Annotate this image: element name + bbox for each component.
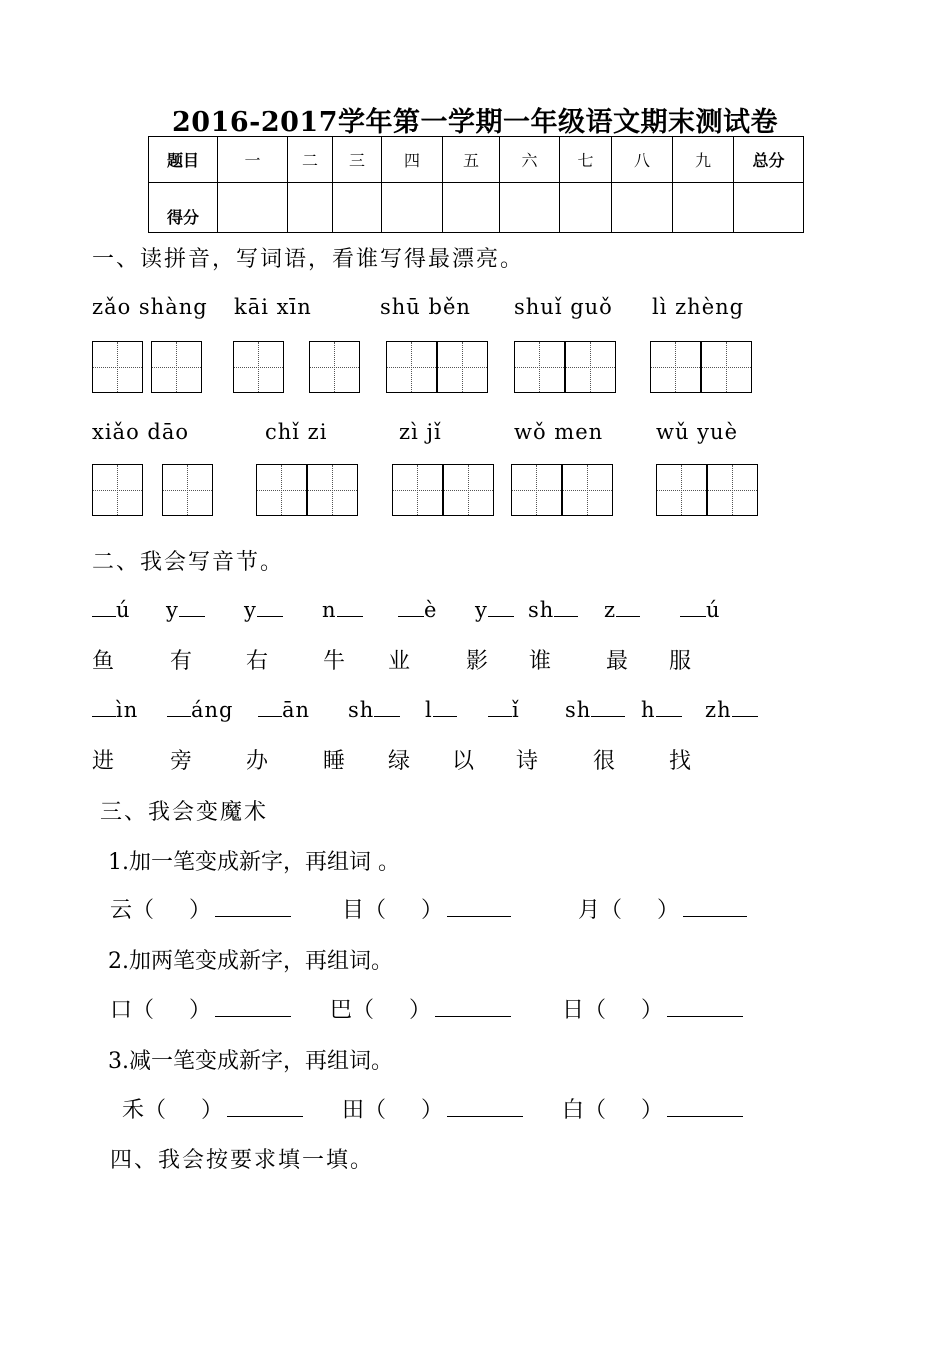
score-cell[interactable] — [443, 183, 500, 233]
syllable-fill-item[interactable]: ú — [680, 596, 721, 622]
writing-grid-box[interactable] — [511, 464, 562, 516]
question-2: 2.加两笔变成新字，再组词。 — [108, 949, 393, 974]
writing-grid-box[interactable] — [701, 341, 752, 393]
score-header-cell: 五 — [443, 137, 500, 183]
writing-grid-box[interactable] — [437, 341, 488, 393]
pinyin-item: kāi xīn — [234, 295, 312, 319]
writing-grid-box[interactable] — [386, 341, 437, 393]
pinyin-item: wǒ men — [514, 420, 604, 444]
syllable-char: 进 — [92, 749, 115, 774]
pinyin-item: shuǐ guǒ — [514, 295, 613, 319]
pinyin-item: lì zhèng — [652, 295, 745, 319]
syllable-char: 服 — [669, 649, 692, 674]
pinyin-item: wǔ yuè — [656, 420, 738, 444]
score-table-score-row — [149, 183, 804, 233]
syllable-char: 绿 — [388, 749, 411, 774]
score-cell[interactable] — [673, 183, 734, 233]
score-cell[interactable] — [560, 183, 612, 233]
score-table — [148, 136, 804, 233]
syllable-char: 影 — [466, 649, 489, 674]
syllable-fill-item[interactable]: ú — [92, 596, 131, 622]
writing-grid-box[interactable] — [307, 464, 358, 516]
pinyin-item: zì jǐ — [399, 420, 442, 444]
score-header-cell: 三 — [333, 137, 382, 183]
score-header-cell: 九 — [673, 137, 734, 183]
writing-grid-box[interactable] — [92, 464, 143, 516]
section2-heading: 二、我会写音节。 — [92, 550, 285, 575]
syllable-fill-item[interactable]: l — [425, 696, 457, 722]
score-cell[interactable] — [333, 183, 382, 233]
syllable-fill-item[interactable]: ǐ — [488, 696, 520, 722]
score-cell[interactable] — [734, 183, 804, 233]
syllable-char: 诗 — [516, 749, 539, 774]
writing-grid-box[interactable] — [650, 341, 701, 393]
score-cell[interactable] — [382, 183, 443, 233]
score-header-cell: 八 — [612, 137, 673, 183]
score-cell[interactable] — [500, 183, 560, 233]
writing-grid-box[interactable] — [162, 464, 213, 516]
score-header-cell: 四 — [382, 137, 443, 183]
syllable-fill-item[interactable]: h — [641, 696, 682, 722]
pinyin-item: xiǎo dāo — [92, 420, 190, 444]
word-building-item[interactable]: 目（ ） — [342, 893, 511, 924]
syllable-char: 有 — [170, 649, 193, 674]
syllable-char: 鱼 — [92, 649, 115, 674]
word-building-item[interactable]: 口（ ） — [110, 993, 291, 1024]
writing-grid-box[interactable] — [565, 341, 616, 393]
syllable-fill-item[interactable]: n — [322, 596, 363, 622]
syllable-fill-item[interactable]: z — [604, 596, 640, 622]
syllable-char: 谁 — [529, 649, 552, 674]
word-building-item[interactable]: 月（ ） — [578, 893, 747, 924]
word-building-item[interactable]: 田（ ） — [342, 1093, 523, 1124]
syllable-fill-item[interactable]: ìn — [92, 696, 138, 722]
section3-heading: 三、我会变魔术 — [100, 800, 269, 825]
writing-grid-box[interactable] — [256, 464, 307, 516]
question-1: 1.加一笔变成新字，再组词 。 — [108, 850, 400, 875]
syllable-char: 睡 — [323, 749, 346, 774]
syllable-fill-item[interactable]: sh — [528, 596, 578, 622]
score-header-cell: 六 — [500, 137, 560, 183]
writing-grid-box[interactable] — [562, 464, 613, 516]
syllable-fill-item[interactable]: ān — [258, 696, 310, 722]
syllable-fill-item[interactable]: y — [475, 596, 514, 622]
section1-heading: 一、读拼音，写词语，看谁写得最漂亮。 — [92, 247, 525, 272]
writing-grid-box[interactable] — [656, 464, 707, 516]
score-cell[interactable] — [218, 183, 288, 233]
page-title: 2016-2017学年第一学期一年级语文期末测试卷 — [172, 107, 778, 138]
writing-grid-box[interactable] — [309, 341, 360, 393]
syllable-char: 牛 — [323, 649, 346, 674]
syllable-char: 右 — [246, 649, 269, 674]
writing-grid-box[interactable] — [707, 464, 758, 516]
writing-grid-box[interactable] — [233, 341, 284, 393]
writing-grid-box[interactable] — [514, 341, 565, 393]
score-header-cell: 七 — [560, 137, 612, 183]
syllable-fill-item[interactable]: sh — [565, 696, 625, 722]
writing-grid-box[interactable] — [392, 464, 443, 516]
score-header-cell: 一 — [218, 137, 288, 183]
syllable-char: 业 — [388, 649, 411, 674]
word-building-item[interactable]: 巴（ ） — [330, 993, 511, 1024]
syllable-char: 办 — [246, 749, 269, 774]
word-building-item[interactable]: 禾（ ） — [122, 1093, 303, 1124]
pinyin-item: zǎo shàng — [92, 295, 208, 319]
syllable-char: 旁 — [170, 749, 193, 774]
word-building-item[interactable]: 白（ ） — [562, 1093, 743, 1124]
syllable-char: 很 — [593, 749, 616, 774]
score-table-header-row — [149, 137, 804, 183]
writing-grid-box[interactable] — [151, 341, 202, 393]
score-header-cell: 总分 — [734, 137, 804, 183]
syllable-fill-item[interactable]: è — [398, 596, 437, 622]
score-cell[interactable] — [288, 183, 333, 233]
syllable-fill-item[interactable]: áng — [167, 696, 234, 722]
score-header-cell: 二 — [288, 137, 333, 183]
writing-grid-box[interactable] — [443, 464, 494, 516]
syllable-fill-item[interactable]: zh — [705, 696, 758, 722]
word-building-item[interactable]: 日（ ） — [562, 993, 743, 1024]
section4-heading: 四、我会按要求填一填。 — [110, 1148, 375, 1173]
syllable-fill-item[interactable]: y — [166, 596, 205, 622]
question-3: 3.减一笔变成新字，再组词。 — [108, 1049, 393, 1074]
score-header-cell: 题目 — [149, 137, 218, 183]
pinyin-item: shū běn — [380, 295, 471, 319]
syllable-char: 以 — [452, 749, 475, 774]
pinyin-item: chǐ zi — [265, 420, 328, 444]
word-building-item[interactable]: 云（ ） — [110, 893, 291, 924]
writing-grid-box[interactable] — [92, 341, 143, 393]
syllable-fill-item[interactable]: sh — [348, 696, 400, 722]
syllable-char: 最 — [606, 649, 629, 674]
score-row-label: 得分 — [149, 183, 218, 233]
score-cell[interactable] — [612, 183, 673, 233]
syllable-fill-item[interactable]: y — [244, 596, 283, 622]
syllable-char: 找 — [669, 749, 692, 774]
